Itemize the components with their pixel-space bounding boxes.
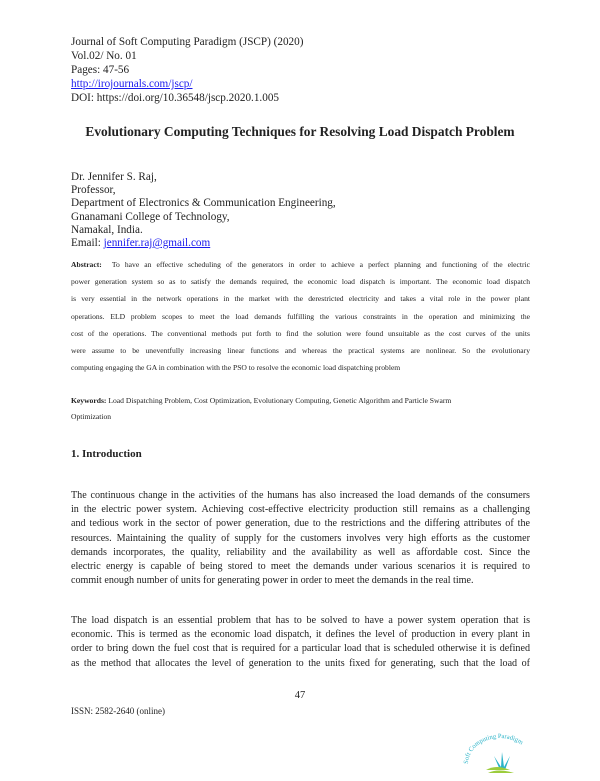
intro-paragraph-2 [71,614,530,671]
paper-title: Evolutionary Computing Techniques for Resolving Load Dispatch Problem [85,124,515,139]
abstract [71,256,530,376]
leaf-icon [486,752,514,773]
abstract-line: were assume to be uneventfully increasing linear functions and whereas the practical systems are nonlinear. So the evolutionary [71,346,530,356]
journal-volume: Vol.02/ No. 01 [71,50,137,62]
section-heading: 1. Introduction [71,448,142,460]
abstract-line: power generation system so as to satisfy the demands required, the economic load dispatch is important. The economic load dispatch [71,277,530,287]
text-line: The load dispatch is an essential problem that has to be solved to have a power system operation that is [71,615,530,626]
doi: DOI: https://doi.org/10.36548/jscp.2020.1.005 [71,92,280,104]
text-line: electric energy is capable of being stored to meet the demands under various scenarios it is required to [71,561,530,573]
keywords [71,393,530,425]
author-department: Department of Electronics & Communication Engineering, [71,197,336,210]
journal-name: Journal of Soft Computing Paradigm (JSCP) (2020) [71,36,304,48]
author-block [71,171,336,250]
author-email-link[interactable]: jennifer.raj@gmail.com [103,237,211,250]
abstract-line: computing engaging the GA in combination with the PSO to resolve the economic load dispatching problem [71,363,401,373]
keywords-text: Load Dispatching Problem, Cost Optimization, Evolutionary Computing, Genetic Algorithm and Particle Swarm [108,396,452,405]
text-line: The continuous change in the activities of the humans has also increased the load demands of the consumers [71,490,530,501]
text-line: resources. Maintaining the quality of supply for the customers involves very high efforts as the customer [71,532,530,544]
abstract-line: cost of the operations. The conventional methods put forth to find the solution were found unsuitable as the cost curves of the units [71,328,530,338]
issn: ISSN: 2582-2640 (online) [71,706,165,716]
journal-pages: Pages: 47-56 [71,64,130,76]
keywords-label: Keywords: [71,396,107,405]
text-line: in the electric power system. Achieving cost-effective electricity production still remains as a challenging [71,504,530,516]
intro-paragraph-1 [71,489,530,588]
text-line: demands incorporates, the quality, reliability and the availability as well as affordable cost. Since the [71,546,530,558]
svg-text:Soft Computing Paradigm: Soft Computing Paradigm [462,732,525,765]
abstract-line: is very essential in the network operations in the market with the derestricted electricity and takes a vital role in the power plant [71,294,530,304]
journal-logo [460,730,540,776]
abstract-label: Abstract: [71,260,102,269]
author-location: Namakal, India. [71,223,143,236]
text-line: commit enough number of units for generating power in order to meet the demands in the real time. [71,575,474,587]
journal-header [71,35,303,105]
text-line: as the method that allocates the level of generation to the units fixed for generating, such that the load of [71,657,530,669]
author-position: Professor, [71,184,116,197]
journal-url-link[interactable]: http://irojournals.com/jscp/ [71,78,193,90]
keywords-text: Optimization [71,412,112,421]
abstract-line: operations. ELD problem scopes to meet the load demands fulfilling the various constraints in the operation and minimizing the [71,311,530,321]
email-label: Email: [71,237,104,250]
page-number: 47 [294,690,306,701]
text-line: and tedious work in the sector of power generation, due to the restrictions and the differing attributes of the [71,518,530,530]
abstract-line: Abstract: To have an effective scheduling of the generators in order to achieve a perfect planning and functioning of the electric [71,260,530,269]
author-name: Dr. Jennifer S. Raj, [71,171,157,183]
text-line: economic. This is termed as the economic load dispatch, it defines the level of production in every plant in [71,629,530,641]
text-line: order to bring down the fuel cost that is required for a particular load that is scheduled otherwise it is defined [71,643,530,655]
author-college: Gnanamani College of Technology, [71,210,230,223]
